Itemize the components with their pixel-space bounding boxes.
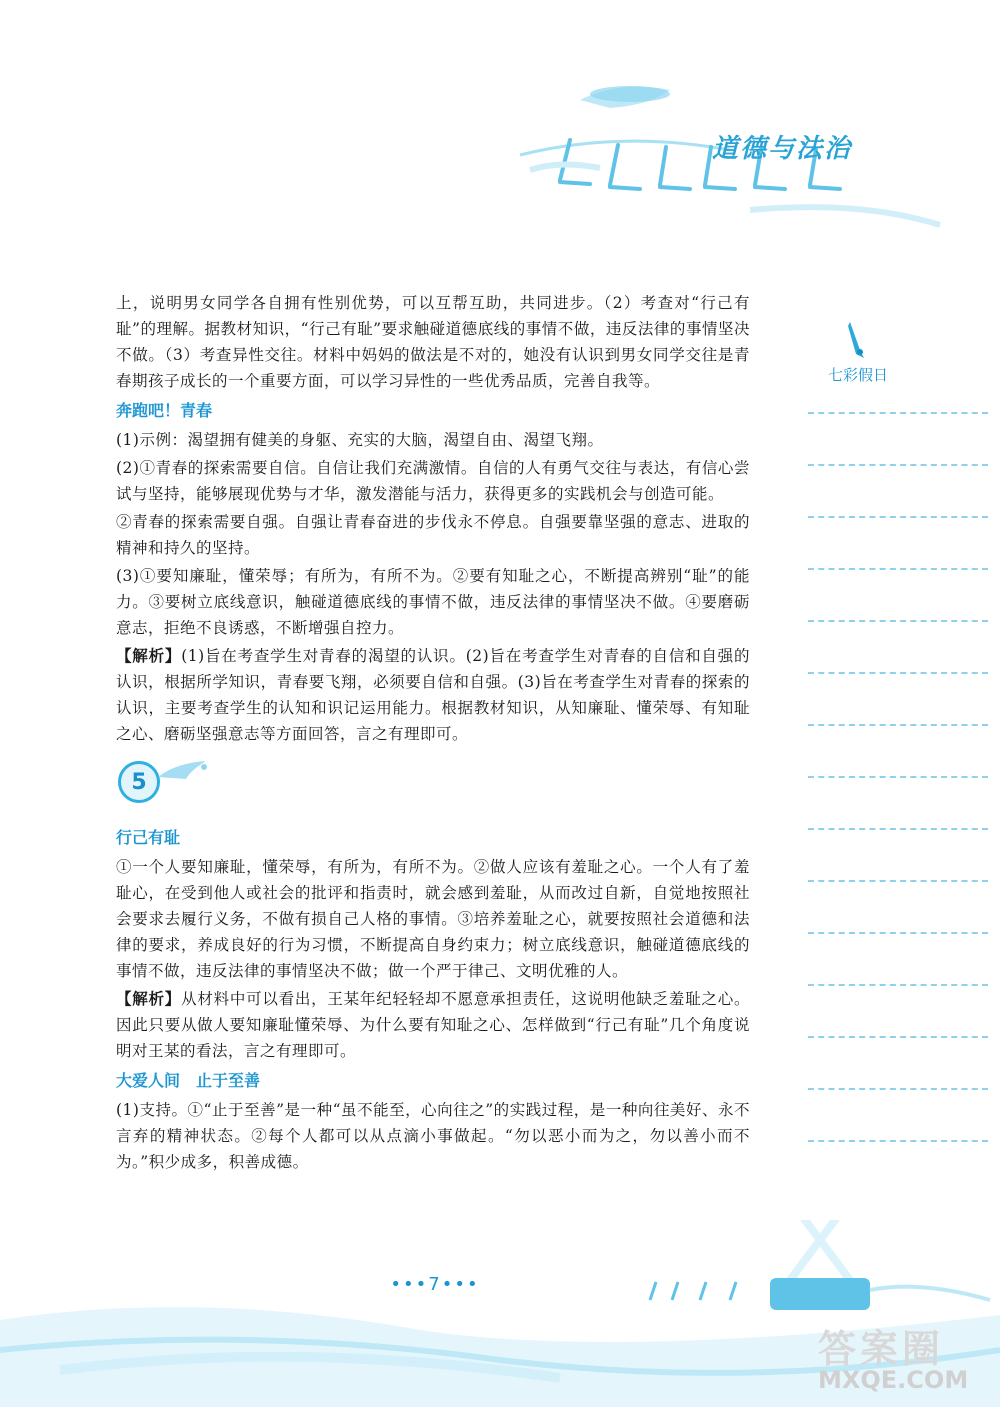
analysis-paragraph (116, 643, 750, 747)
analysis-paragraph (116, 986, 750, 1064)
answer-paragraph: ①一个人要知廉耻，懂荣辱，有所为，有所不为。②做人应该有羞耻之心。一个人有了羞耻心，在受到他人或社会的批评和指责时，就会感到羞耻，从而改过自新，自觉地按照社会要求去履行义务，不做有损自己人格的事情。③培养羞耻之心，就要按照社会道德和法律的要求，养成良好的行为习惯，不断提高自身约束力；树立底线意识，触碰道德底线的事情不做，违反法律的事情坚决不做；做一个严于律己、文明优雅的人。 (116, 858, 750, 980)
analysis-tag: 【解析】 (116, 990, 182, 1008)
answer-paragraph: (1)示例：渴望拥有健美的身躯、充实的大脑，渴望自由、渴望飞翔。 (116, 431, 604, 449)
answer-paragraph: (3)①要知廉耻，懂荣辱；有所为，有所不为。②要有知耻之心，不断提高辨别“耻”的能力。③要树立底线意识，触碰道德底线的事情不做，违反法律的事情坚决不做。④要磨砺意志，拒绝不良诱惑，不断增强自控力。 (116, 567, 750, 637)
answer-paragraph: (2)①青春的探索需要自信。自信让我们充满激情。自信的人有勇气交往与表达，有信心尝试与坚持，能够展现优势与才华，激发潜能与活力，获得更多的实践机会与创造可能。 (116, 459, 750, 503)
sidebar-label: 七彩假日 (828, 366, 889, 384)
note-line (808, 412, 988, 414)
unit-number: 5 (118, 761, 160, 803)
subject-title: 道德与法治 (712, 134, 853, 164)
section-title: 大爱人间 止于至善 (116, 1071, 261, 1090)
section-title: 奔跑吧！青春 (116, 401, 213, 420)
intro-paragraph: 上，说明男女同学各自拥有性别优势，可以互帮互助，共同进步。（2）考查对“行己有耻”的理解。据教材知识，“行己有耻”要求触碰道德底线的事情不做，违反法律的事情坚决不做。（3）考查异性交往。材料中妈妈的做法是不对的，她没有认识到男女同学交往是青春期孩子成长的一个重要方面，可以学习异性的一些优秀品质，完善自我等。 (116, 294, 750, 390)
note-line (808, 828, 988, 830)
note-line (808, 932, 988, 934)
splash-icon (156, 757, 216, 797)
note-line (808, 516, 988, 518)
note-line (808, 880, 988, 882)
note-line (808, 620, 988, 622)
answer-paragraph: ②青春的探索需要自强。自强让青春奋进的步伐永不停息。自强要靠坚强的意志、进取的精神和持久的坚持。 (116, 513, 750, 557)
page-number: •••7••• (390, 1274, 480, 1295)
watermark-url: MXQE.COM (818, 1366, 969, 1394)
note-line (808, 568, 988, 570)
answer-content (116, 290, 750, 1177)
unit-badge (116, 757, 750, 813)
note-line (808, 724, 988, 726)
note-line (808, 1088, 988, 1090)
note-line (808, 1036, 988, 1038)
watermark-logo: 答案圈 (818, 1327, 945, 1371)
note-line (808, 984, 988, 986)
section-title: 行己有耻 (116, 828, 181, 847)
note-line (808, 672, 988, 674)
analysis-tag: 【解析】 (116, 647, 182, 665)
pencil-icon (846, 320, 868, 360)
note-line (808, 464, 988, 466)
analysis-text: 从材料中可以看出，王某年纪轻轻却不愿意承担责任，这说明他缺乏羞耻之心。因此只要从做人要知廉耻懂荣辱、为什么要有知耻之心、怎样做到“行己有耻”几个角度说明对王某的看法，言之有理即可。 (116, 990, 750, 1060)
note-line (808, 776, 988, 778)
answer-paragraph: (1)支持。①“止于至善”是一种“虽不能至，心向往之”的实践过程，是一种向往美好、永不言弃的精神状态。②每个人都可以从点滴小事做起。“勿以恶小而为之，勿以善小而不为。”积少成多，积善成德。 (116, 1101, 750, 1171)
note-line (808, 1140, 988, 1142)
analysis-text: (1)旨在考查学生对青春的渴望的认识。(2)旨在考查学生对青春的自信和自强的认识，根据所学知识，青春要飞翔，必须要自信和自强。(3)旨在考查学生对青春的探索的认识，主要考查学生的认知和识记运用能力。根据教材知识，从知廉耻、懂荣辱、有知耻之心、磨砺坚强意志等方面回答，言之有理即可。 (116, 647, 750, 743)
